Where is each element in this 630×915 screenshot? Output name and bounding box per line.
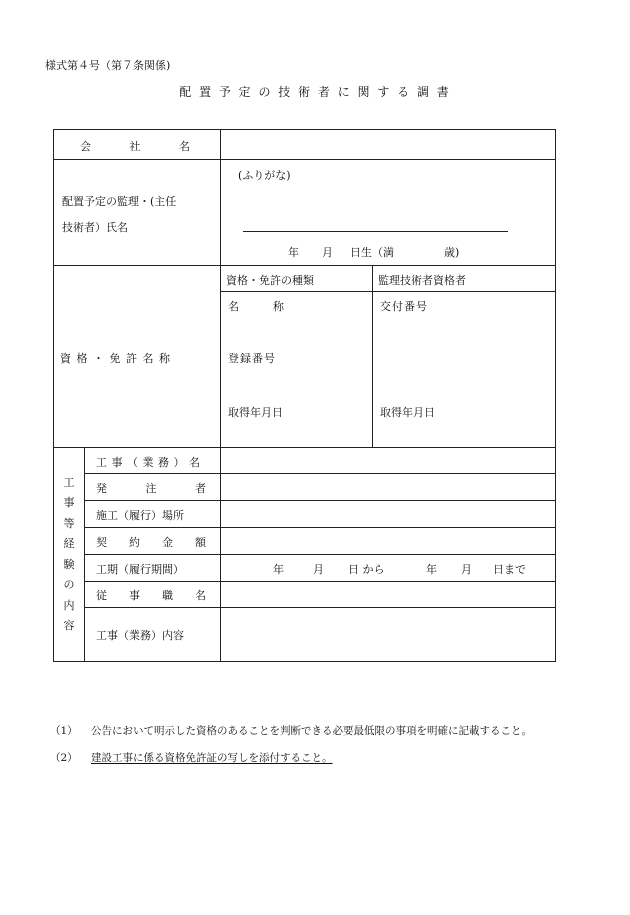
work-name-label: 工 事 （ 業 務 ） 名 xyxy=(96,456,200,469)
company-name-label: 会 社 名 xyxy=(80,140,190,153)
period-start-month: 月 xyxy=(313,563,324,576)
acquired-date-right-label: 取得年月日 xyxy=(380,406,435,419)
company-name-field[interactable] xyxy=(221,131,554,158)
period-end-day: 日まで xyxy=(493,563,526,576)
qualification-type-header: 資格・免許の種類 xyxy=(226,274,314,287)
engineer-name-field[interactable] xyxy=(245,200,505,228)
birth-day-age-label: 日生（満 xyxy=(350,246,394,259)
orderer-label: 発 注 者 xyxy=(96,482,206,495)
note-2-text: 建設工事に係る資格免許証の写しを添付すること。 xyxy=(91,752,333,764)
birth-month-label: 月 xyxy=(322,246,333,259)
period-label: 工期（履行期間） xyxy=(96,563,184,576)
supervisor-header: 監理技術者資格者 xyxy=(378,274,466,287)
note-2-number: （2） xyxy=(50,752,78,764)
contract-amount-label: 契 約 金 額 xyxy=(96,536,206,549)
period-start-year: 年 xyxy=(273,563,284,576)
note-1-text: 公告において明示した資格のあることを判断できる必要最低限の事項を明確に記載すること。 xyxy=(91,725,532,737)
name-label-line1: 配置予定の監理・(主任 xyxy=(62,195,177,208)
period-end-month: 月 xyxy=(461,563,472,576)
birth-year-label: 年 xyxy=(288,246,299,259)
position-label: 従 事 職 名 xyxy=(96,589,206,602)
age-suffix-label: 歳) xyxy=(444,246,460,259)
period-end-year: 年 xyxy=(426,563,437,576)
issue-number-label: 交付番号 xyxy=(380,300,428,313)
period-start-day: 日 から xyxy=(348,563,385,576)
qualification-name-label: 名 称 xyxy=(228,300,284,313)
location-label: 施工（履行）場所 xyxy=(96,509,184,522)
qualification-label: 資 格 ・ 免 許 名 称 xyxy=(60,352,171,365)
name-label-line2: 技術者）氏名 xyxy=(62,221,128,234)
note-1-number: （1） xyxy=(50,725,78,737)
acquired-date-left-label: 取得年月日 xyxy=(228,406,283,419)
work-content-label: 工事（業務）内容 xyxy=(96,629,184,642)
form-number: 様式第４号（第７条関係) xyxy=(45,59,171,72)
registration-number-label: 登録番号 xyxy=(228,352,276,365)
furigana-label: (ふりがな) xyxy=(238,169,291,182)
document-title: 配 置 予 定 の 技 術 者 に 関 す る 調 書 xyxy=(179,85,451,99)
experience-section-label: 工 事 等 経 験 の 内 容 xyxy=(63,475,75,632)
